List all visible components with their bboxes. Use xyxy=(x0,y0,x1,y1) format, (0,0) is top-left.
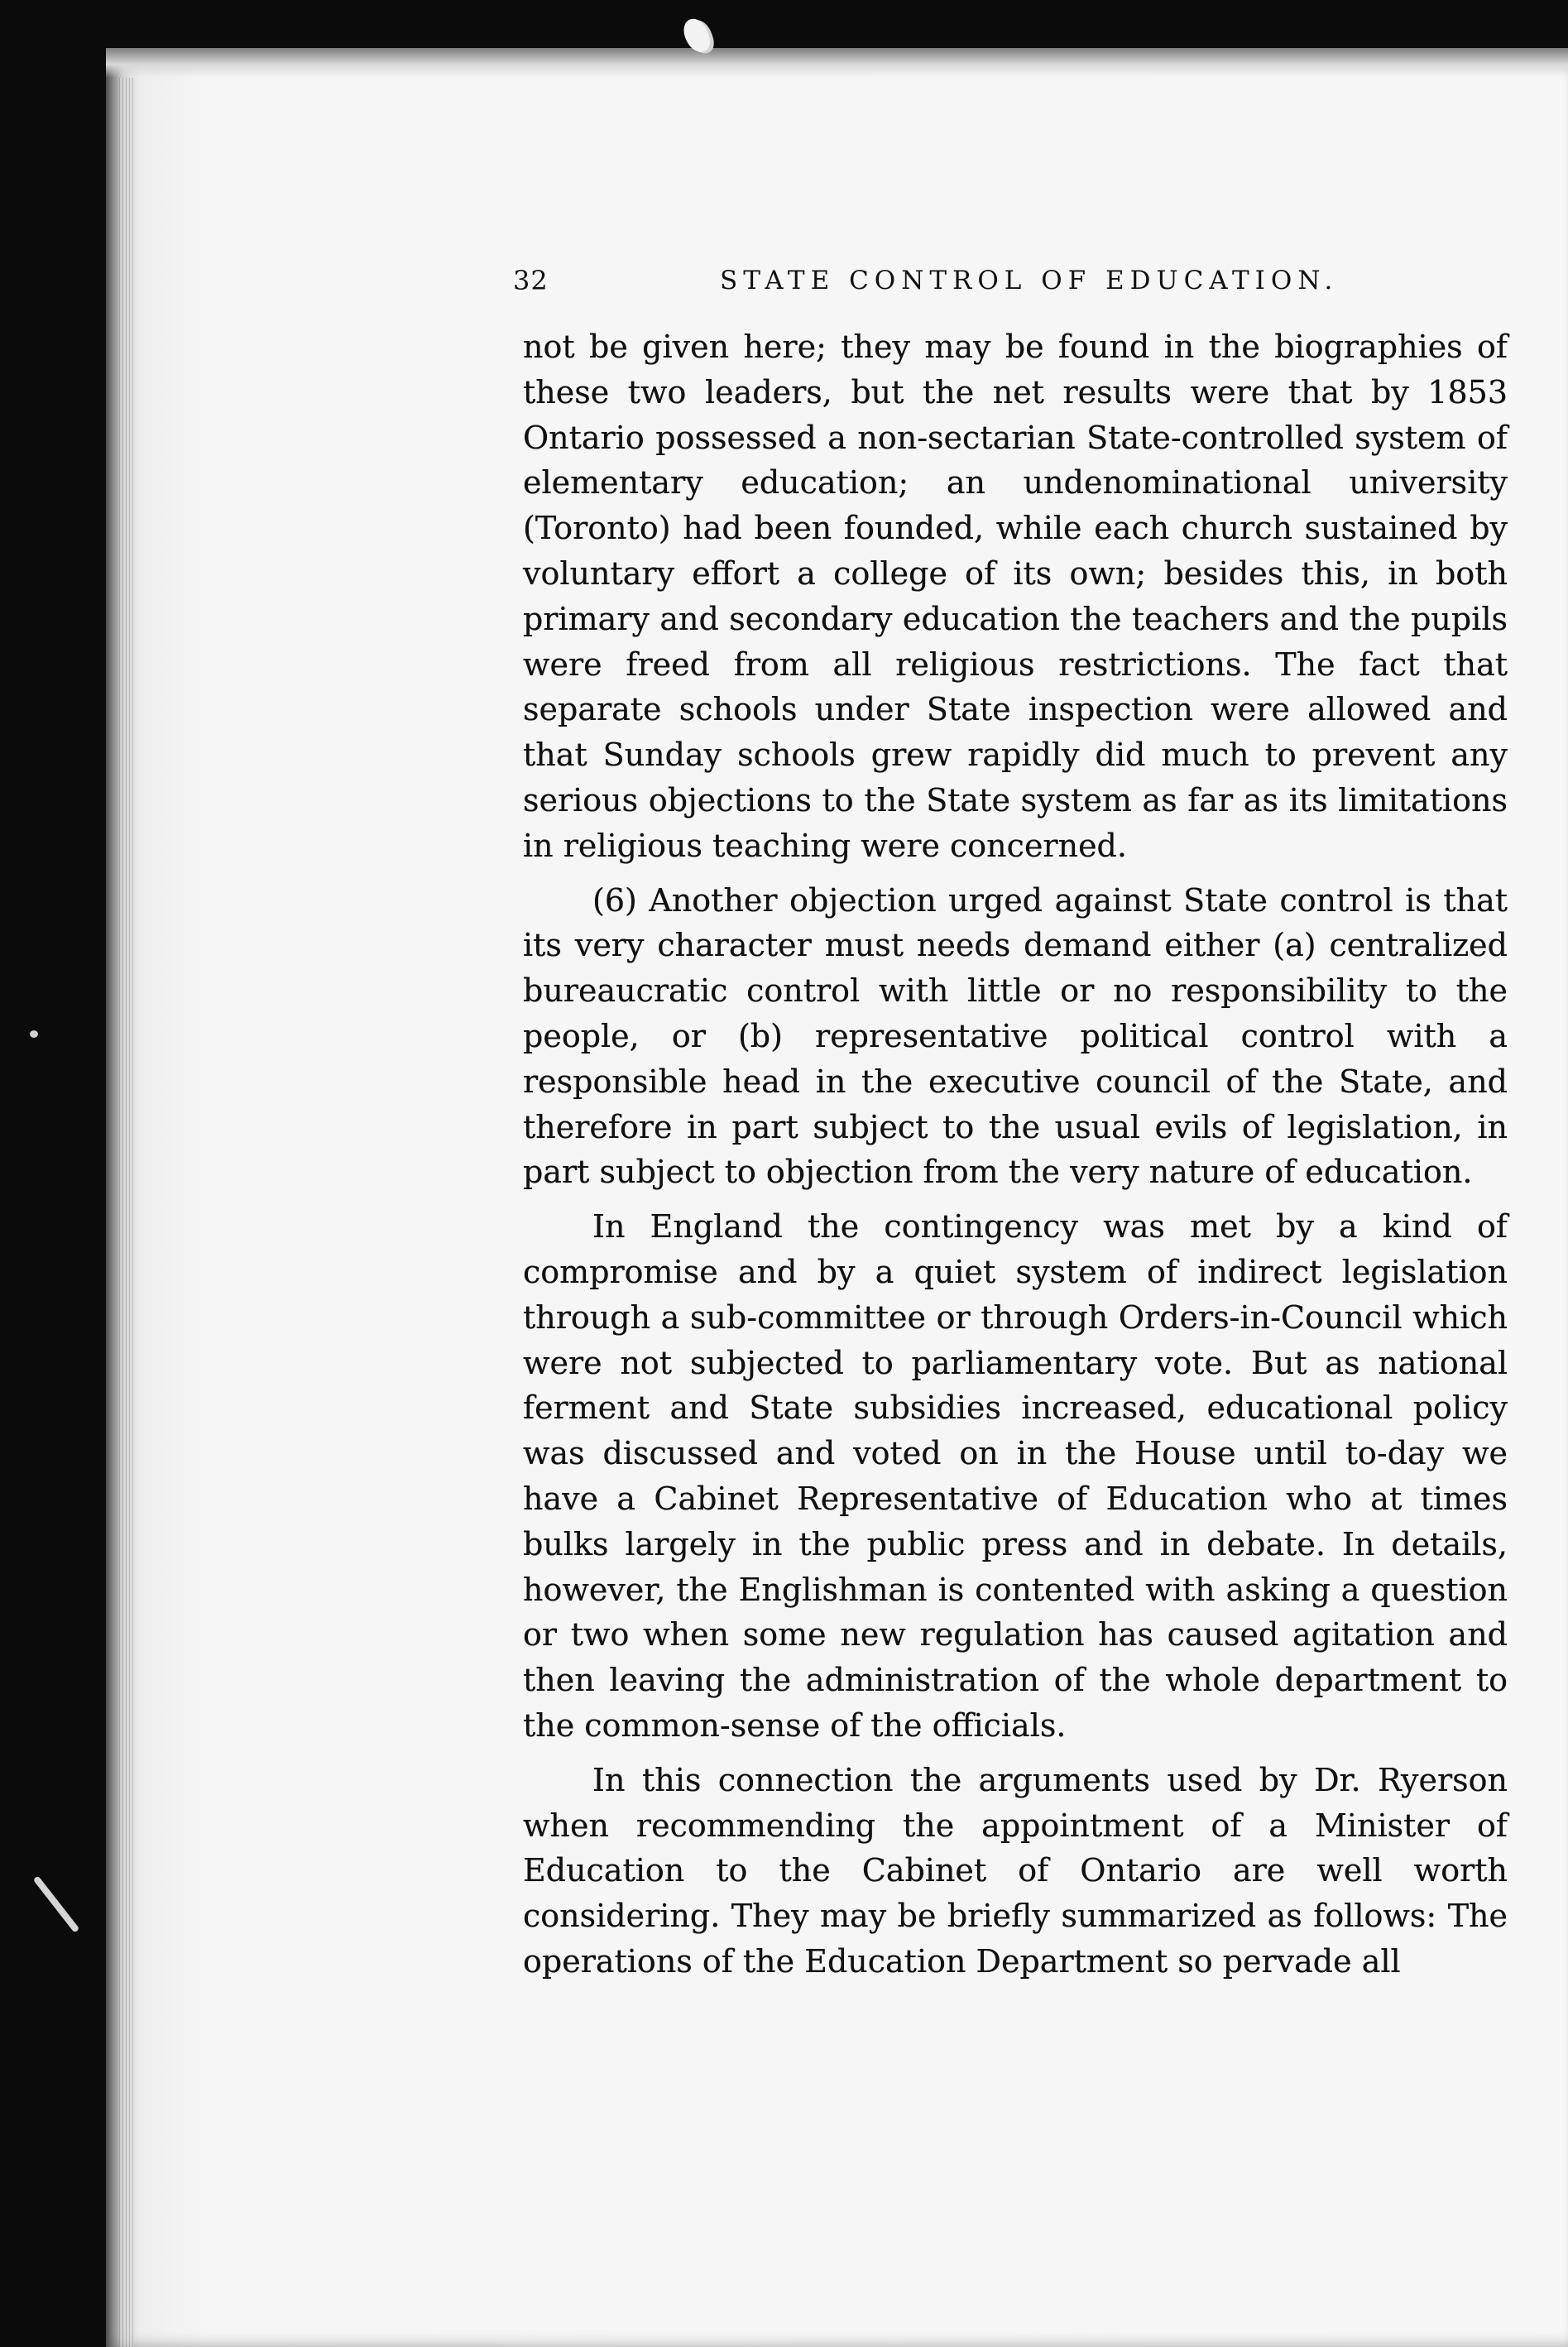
paragraph-objection-6: (6) Another objection urged against State control is that its very character must needs demand either (a) centralized bureaucratic control with little or no responsibility to the people, or (b) representative political control with a responsible head in the executive council of the State, and therefore in part subject to the usual evils of legislation, in part subject to objection from the very nature of education. xyxy=(523,881,1508,1191)
scan-speck-left xyxy=(30,1030,38,1038)
page-edge-lines xyxy=(119,78,134,2347)
paragraph-ryerson: In this connection the arguments used by Dr. Ryerson when recommending the appointment of a Minister of Education to the Cabinet of Ontario are well worth considering. They may be briefly summarized as follows: The operations of the Education Department so pervade all xyxy=(523,1761,1508,1980)
page-number: 32 xyxy=(513,265,549,296)
paragraph-england: In England the contingency was met by a kind of compromise and by a quiet system of indirect legislation through a sub-committee or through Orders-in-Council which were not subjected to parliamentary vote. But as national ferment and State subsidies increased, educational policy was discussed and voted on in the House until to-day we have a Cabinet Representative of Education who at times bulks largely in the public press and in debate. In details, however, the Englishman is contented with asking a question or two when some new regulation has caused agitation and then leaving the administration of the whole department to the common-sense of the officials. xyxy=(523,1208,1508,1744)
page-text xyxy=(523,324,1508,1994)
page-top-shadow xyxy=(106,48,1568,78)
running-title: STATE CONTROL OF EDUCATION. xyxy=(720,266,1339,295)
paragraph-continuation: not be given here; they may be found in the biographies of these two leaders, but the net results were that by 1853 Ontario possessed a non-sectarian State-controlled system of elementary education; an undenominational university (Toronto) had been founded, while each church sustained by voluntary effort a college of its own; besides this, in both primary and secondary education the teachers and the pupils were freed from all religious restrictions. The fact that separate schools under State inspection were allowed and that Sunday schools grew rapidly did much to prevent any serious objections to the State system as far as its limitations in religious teaching were concerned. xyxy=(523,329,1508,864)
running-header xyxy=(513,265,1502,316)
